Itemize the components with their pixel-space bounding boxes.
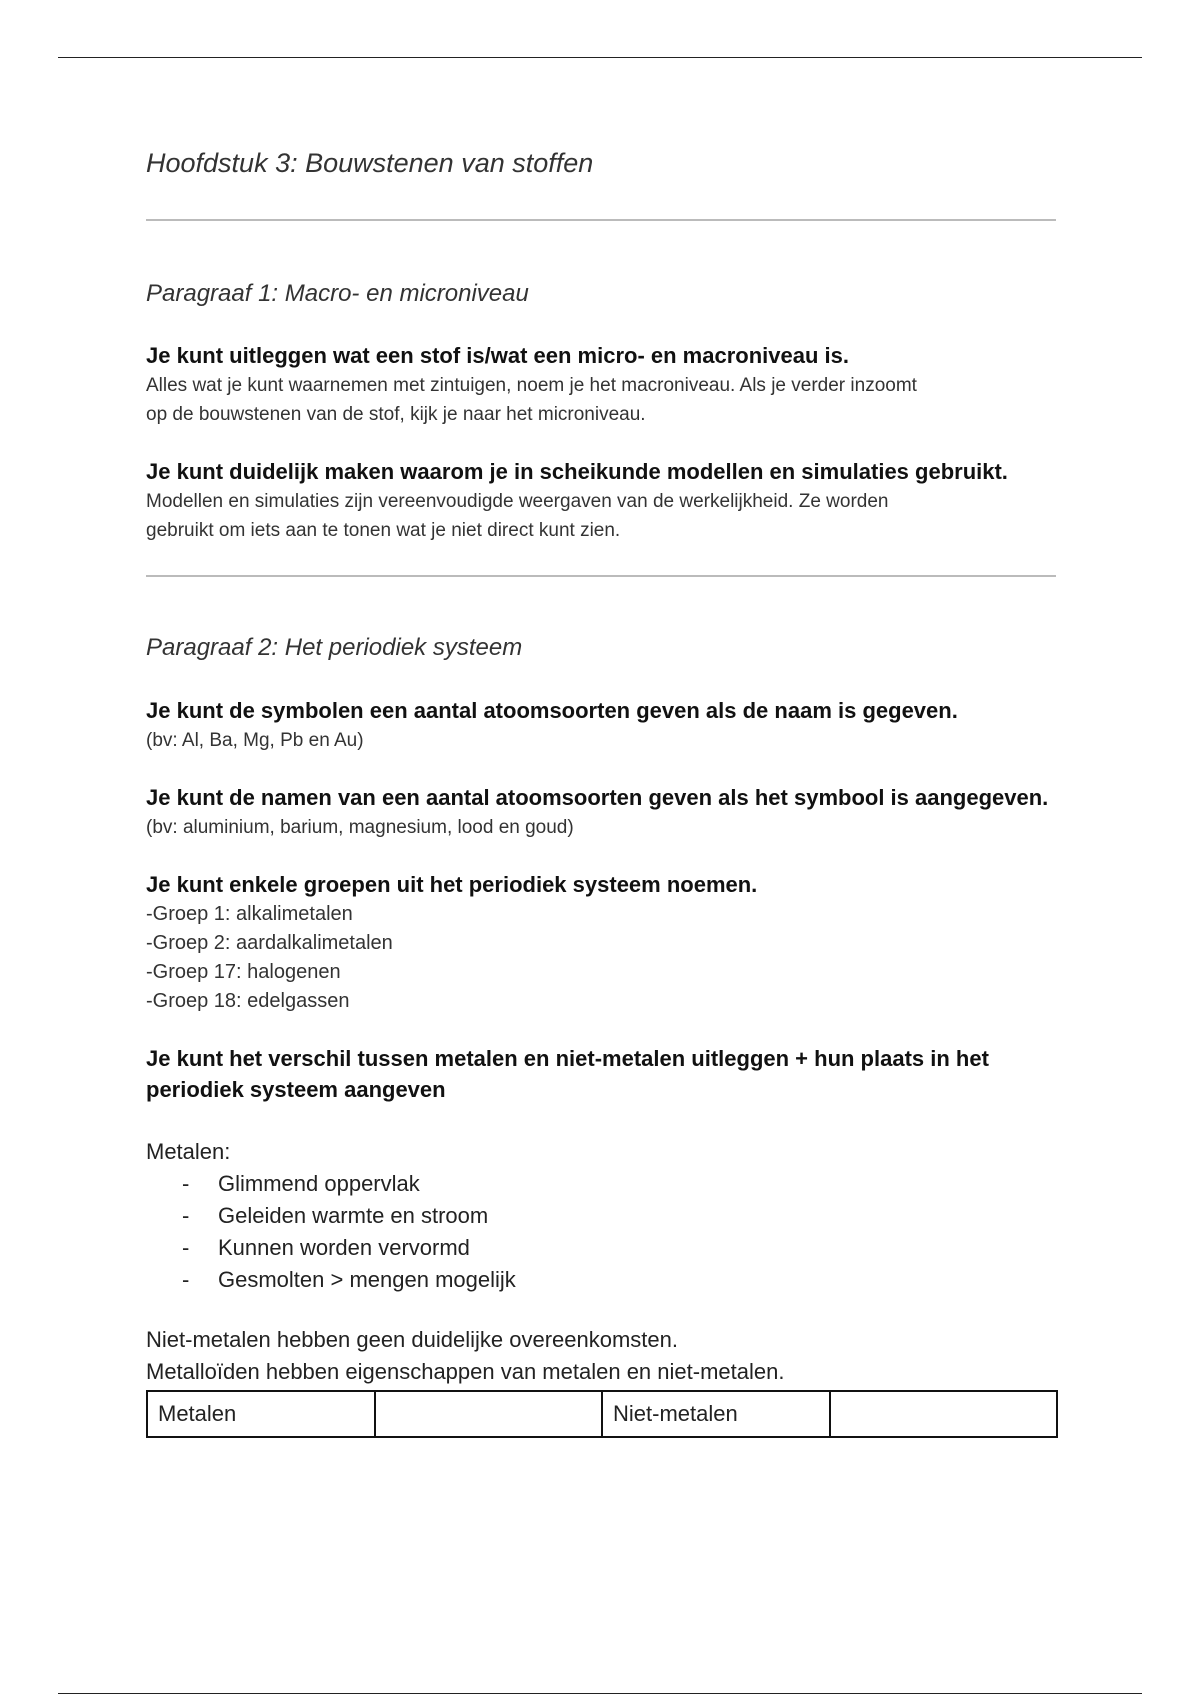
- property-text: Gesmolten > mengen mogelijk: [218, 1267, 516, 1292]
- list-item: [182, 1232, 1056, 1264]
- list-item: -Groep 17: halogenen: [146, 961, 341, 983]
- section-divider: [146, 219, 1056, 221]
- note-text: Niet-metalen hebben geen duidelijke overeenkomsten.: [146, 1327, 679, 1352]
- goal-title: Je kunt duidelijk maken waarom je in scheikunde modellen en simulaties gebruikt.: [146, 459, 1008, 484]
- metals-label: Metalen:: [146, 1139, 231, 1164]
- learning-goal: [146, 782, 1056, 842]
- learning-goal: [146, 695, 1056, 755]
- list-item: -Groep 1: alkalimetalen: [146, 903, 353, 925]
- list-item: [182, 1264, 1056, 1296]
- learning-goal: [146, 869, 1056, 1016]
- property-text: Kunnen worden vervormd: [218, 1235, 470, 1260]
- list-item: [182, 1200, 1056, 1232]
- goal-title: Je kunt uitleggen wat een stof is/wat een micro- en macroniveau is.: [146, 343, 849, 368]
- metal-properties-list: [146, 1168, 1056, 1296]
- table-cell: Metalen: [147, 1391, 375, 1437]
- learning-goal: [146, 1043, 1056, 1438]
- property-text: Geleiden warmte en stroom: [218, 1203, 489, 1228]
- goal-text-line: Alles wat je kunt waarnemen met zintuigen, noem je het macroniveau. Als je verder inzoomt: [146, 375, 917, 396]
- goal-title: Je kunt de symbolen een aantal atoomsoorten geven als de naam is gegeven.: [146, 698, 958, 723]
- notes: [146, 1324, 1056, 1388]
- group-list: [146, 900, 1056, 1016]
- goal-text-line: op de bouwstenen van de stof, kijk je naar het microniveau.: [146, 404, 646, 425]
- note-text: Metalloïden hebben eigenschappen van metalen en niet-metalen.: [146, 1359, 785, 1384]
- list-item: -Groep 18: edelgassen: [146, 990, 350, 1012]
- bullet-dash: -: [182, 1171, 190, 1196]
- table-cell: Niet-metalen: [602, 1391, 830, 1437]
- section-title-1: Paragraaf 1: Macro- en microniveau: [146, 280, 529, 307]
- goal-title: Je kunt het verschil tussen metalen en niet-metalen uitleggen + hun plaats in het periodiek systeem aangeven: [146, 1046, 989, 1102]
- goal-title: Je kunt de namen van een aantal atoomsoorten geven als het symbool is aangegeven.: [146, 785, 1049, 810]
- table-cell: [375, 1391, 603, 1437]
- bullet-dash: -: [182, 1203, 190, 1228]
- section-title-2: Paragraaf 2: Het periodiek systeem: [146, 634, 523, 661]
- goal-text: (bv: Al, Ba, Mg, Pb en Au): [146, 730, 364, 751]
- goal-text-line: Modellen en simulaties zijn vereenvoudigde weergaven van de werkelijkheid. Ze worden: [146, 491, 889, 512]
- page-bottom-rule: [58, 1693, 1142, 1694]
- page-top-rule: [58, 57, 1142, 58]
- table-cell: [830, 1391, 1058, 1437]
- table-row: [147, 1391, 1057, 1437]
- property-text: Glimmend oppervlak: [218, 1171, 420, 1196]
- list-item: [182, 1168, 1056, 1200]
- learning-goal: [146, 456, 1056, 545]
- goal-title: Je kunt enkele groepen uit het periodiek systeem noemen.: [146, 872, 758, 897]
- goal-text: (bv: aluminium, barium, magnesium, lood en goud): [146, 817, 574, 838]
- chapter-title: Hoofdstuk 3: Bouwstenen van stoffen: [146, 148, 594, 178]
- learning-goal: [146, 340, 1056, 429]
- document-content: [146, 145, 1056, 1438]
- list-item: -Groep 2: aardalkalimetalen: [146, 932, 393, 954]
- bullet-dash: -: [182, 1267, 190, 1292]
- bullet-dash: -: [182, 1235, 190, 1260]
- metals-comparison-table: [146, 1390, 1058, 1438]
- section-divider: [146, 575, 1056, 577]
- goal-text-line: gebruikt om iets aan te tonen wat je niet direct kunt zien.: [146, 520, 621, 541]
